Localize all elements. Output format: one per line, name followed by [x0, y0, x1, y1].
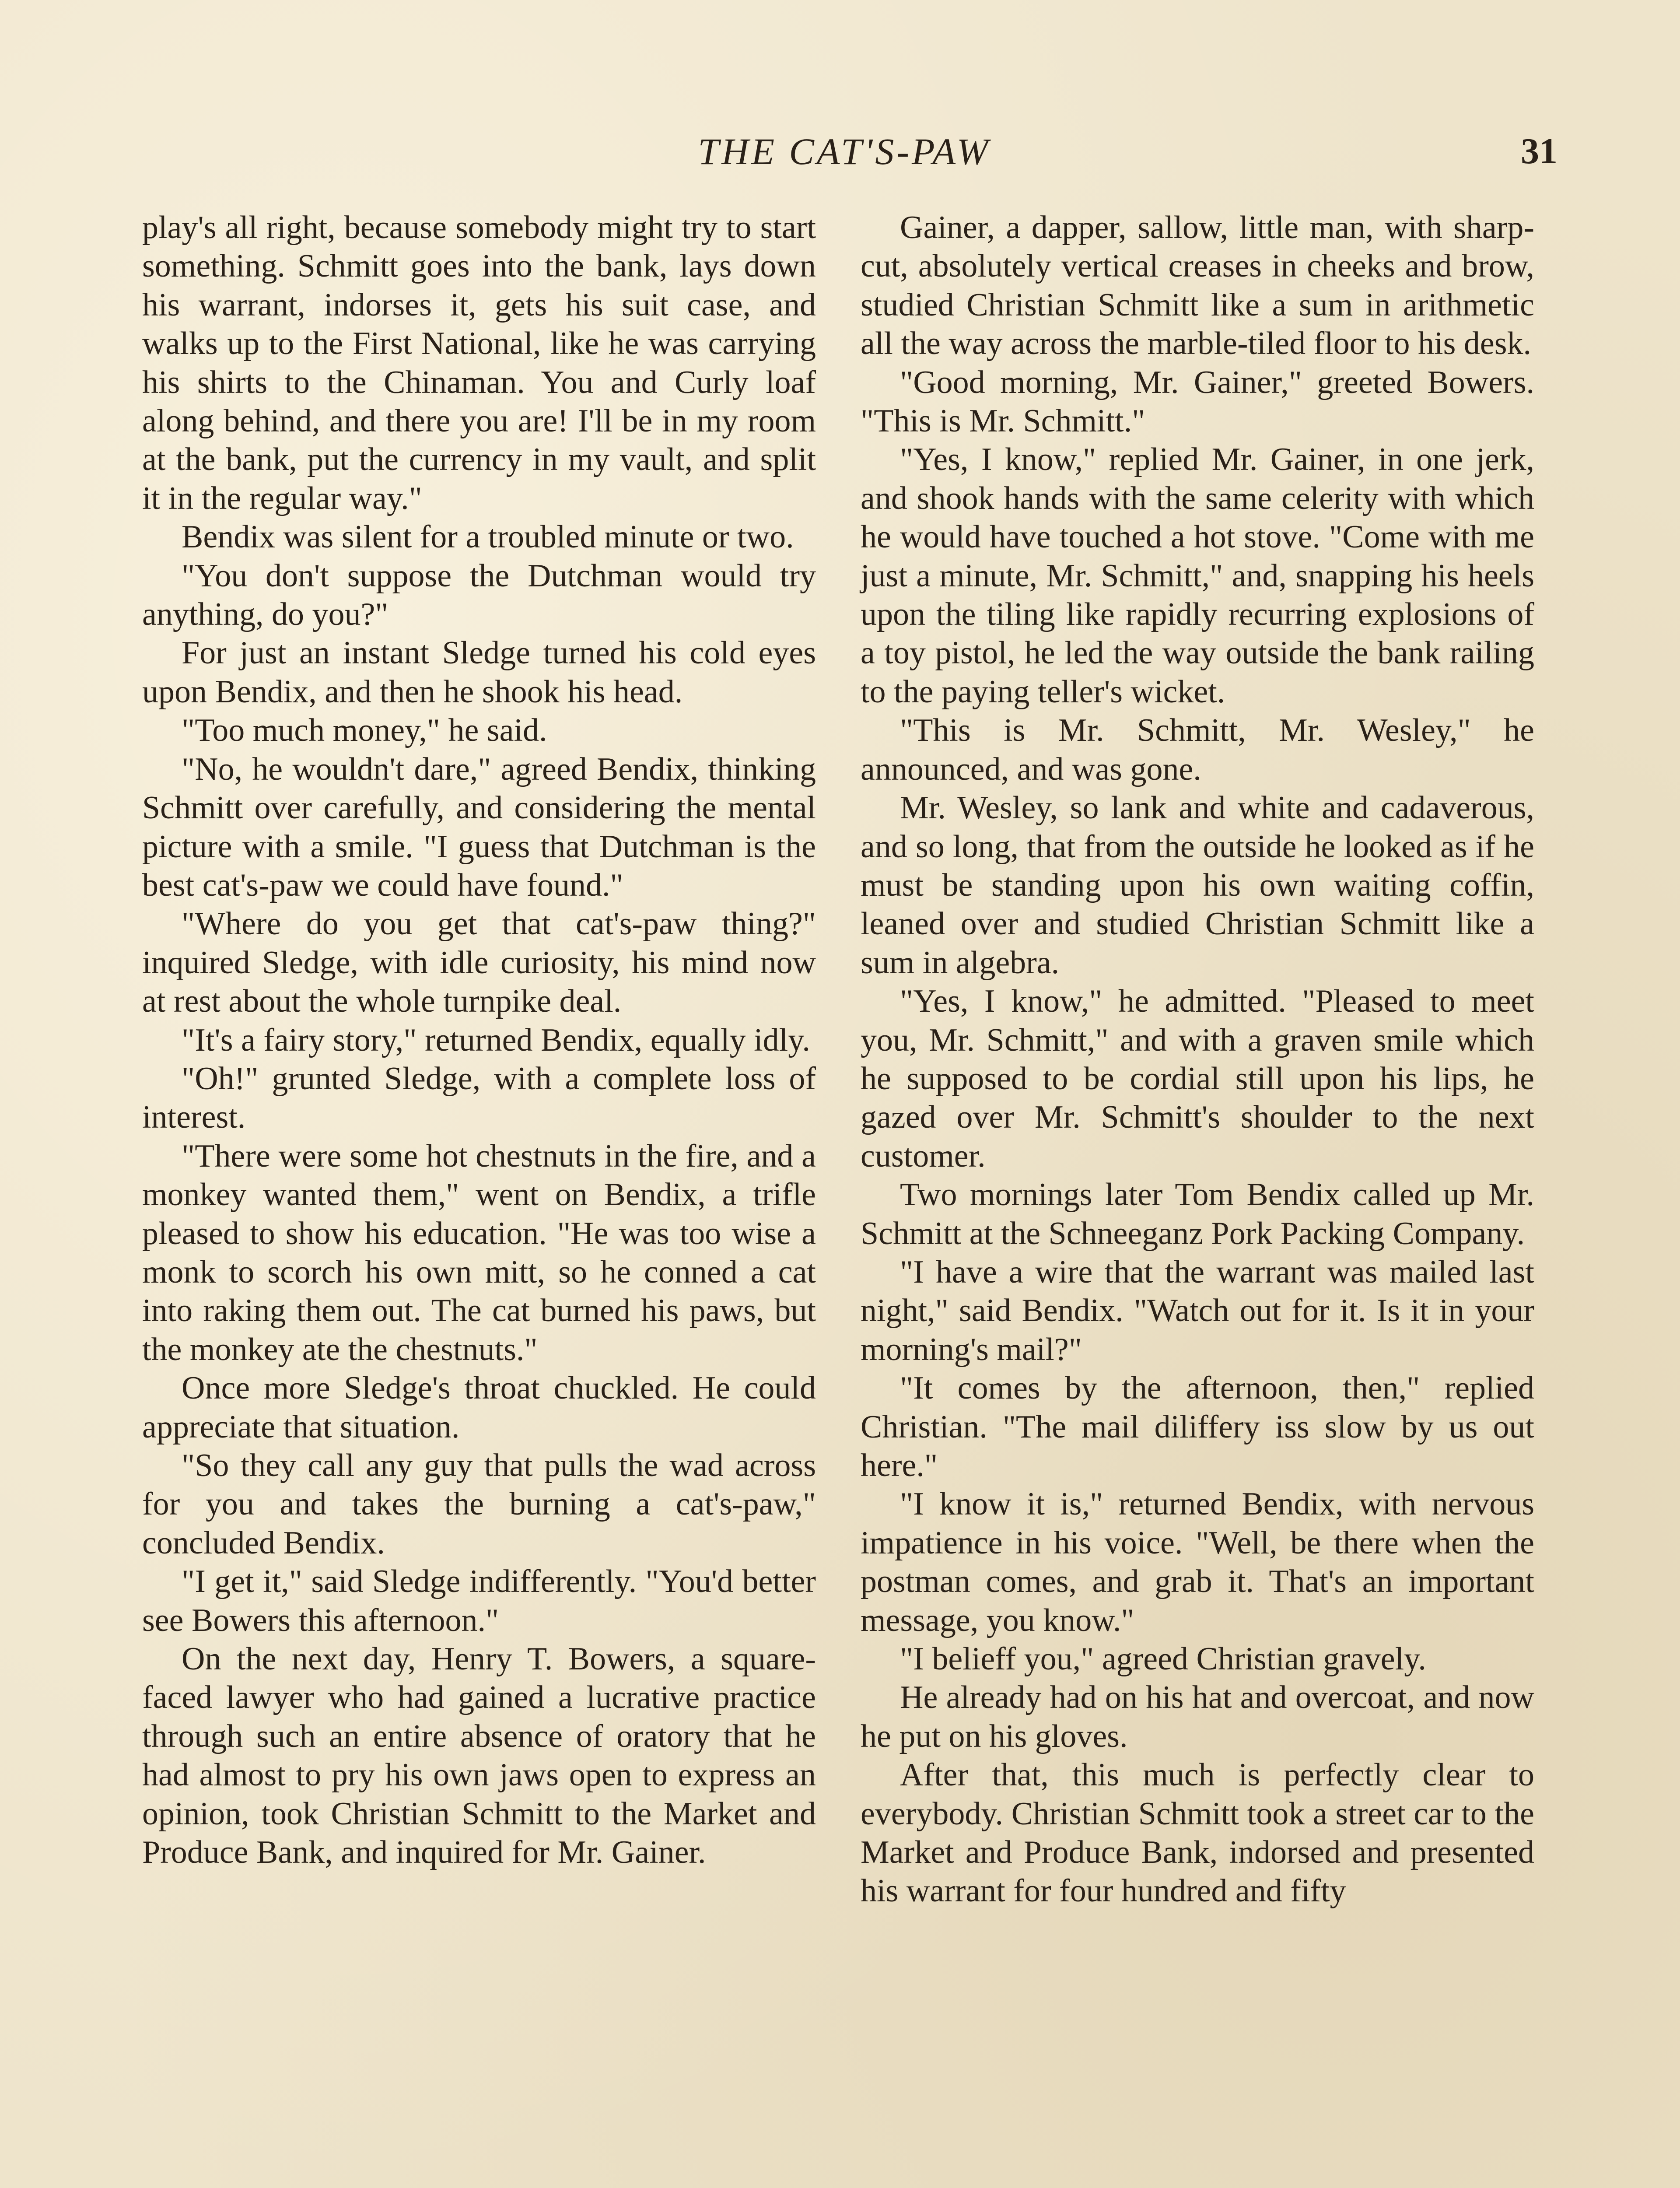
- paragraph: For just an instant Sledge turned his cold eyes upon Bendix, and then he shook his head.: [142, 635, 816, 710]
- paragraph: Gainer, a dapper, sallow, little man, with sharp-cut, absolutely vertical creases in cheeks and brow, studied Christian Schmitt like a sum in arithmetic all the way across the marble-tiled floor to his desk.: [861, 210, 1534, 362]
- paragraph: "Oh!" grunted Sledge, with a complete loss of interest.: [142, 1060, 816, 1136]
- paragraph: "Yes, I know," replied Mr. Gainer, in one jerk, and shook hands with the same celerity with which he would have touched a hot stove. "Come with me just a minute, Mr. Schmitt," and, snapping his heels upon the tiling like rapidly recurring explosions of a toy pistol, he led the way outside the bank railing to the paying teller's wicket.: [861, 442, 1534, 710]
- paragraph: "I get it," said Sledge indifferently. "You'd better see Bowers this afternoon.": [142, 1564, 816, 1638]
- paragraph: On the next day, Henry T. Bowers, a square-faced lawyer who had gained a lucrative practice through such an entire absence of oratory that he had almost to pry his own jaws open to express an opinion, took Christian Schmitt to the Market and Produce Bank, and inquired for Mr. Gainer.: [142, 1641, 816, 1871]
- paragraph: "Where do you get that cat's-paw thing?" inquired Sledge, with idle curiosity, his mind now at rest about the whole turnpike deal.: [142, 906, 816, 1020]
- paragraph: "Good morning, Mr. Gainer," greeted Bowers. "This is Mr. Schmitt.": [861, 364, 1534, 439]
- paragraph: "Too much money," he said.: [182, 712, 547, 749]
- paragraph: "You don't suppose the Dutchman would try anything, do you?": [142, 558, 816, 633]
- paragraph: "There were some hot chestnuts in the fire, and a monkey wanted them," went on Bendix, a trifle pleased to show his education. "He was too wise a monk to scorch his own mitt, so he conned a cat into raking them out. The cat burned his paws, but the monkey ate the chestnuts.": [142, 1138, 816, 1368]
- paragraph: Mr. Wesley, so lank and white and cadaverous, and so long, that from the outside he looked as if he must be standing upon his own waiting coffin, leaned over and studied Christian Schmitt like a sum in algebra.: [861, 790, 1534, 981]
- paragraph: "This is Mr. Schmitt, Mr. Wesley," he announced, and was gone.: [861, 712, 1534, 787]
- paragraph: "Yes, I know," he admitted. "Pleased to meet you, Mr. Schmitt," and with a graven smile which he supposed to be cordial still upon his lips, he gazed over Mr. Schmitt's shoulder to the next customer.: [861, 983, 1534, 1174]
- paragraph: "So they call any guy that pulls the wad across for you and takes the burning a cat's-paw," concluded Bendix.: [142, 1448, 816, 1561]
- paragraph: "No, he wouldn't dare," agreed Bendix, thinking Schmitt over carefully, and considering the mental picture with a smile. "I guess that Dutchman is the best cat's-paw we could have found.": [142, 751, 816, 903]
- paragraph: Bendix was silent for a troubled minute or two.: [182, 519, 794, 555]
- paragraph: "It comes by the afternoon, then," replied Christian. "The mail diliffery iss slow by us out here.": [861, 1370, 1534, 1483]
- left-column: [142, 208, 816, 1872]
- paragraph: He already had on his hat and overcoat, and now he put on his gloves.: [861, 1680, 1534, 1754]
- running-head: [0, 125, 1680, 178]
- paragraph: "I belieff you," agreed Christian gravely.: [900, 1641, 1426, 1677]
- paragraph: play's all right, because somebody might try to start something. Schmitt goes into the bank, lays down his warrant, indorses it, gets his suit case, and walks up to the First National, like he was carrying his shirts to the Chinaman. You and Curly loaf along behind, and there you are! I'll be in my room at the bank, put the currency in my vault, and split it in the regular way.": [142, 210, 816, 516]
- paragraph: "I have a wire that the warrant was mailed last night," said Bendix. "Watch out for it. Is it in your morning's mail?": [861, 1254, 1534, 1368]
- paragraph: "I know it is," returned Bendix, with nervous impatience in his voice. "Well, be there when the postman comes, and grab it. That's an important message, you know.": [861, 1486, 1534, 1638]
- paragraph: Two mornings later Tom Bendix called up Mr. Schmitt at the Schneeganz Pork Packing Company.: [861, 1177, 1534, 1252]
- paragraph: Once more Sledge's throat chuckled. He could appreciate that situation.: [142, 1370, 816, 1445]
- paragraph: After that, this much is perfectly clear to everybody. Christian Schmitt took a street car to the Market and Produce Bank, indorsed and presented his warrant for four hundred and fifty: [861, 1757, 1534, 1909]
- page-title: THE CAT'S-PAW: [698, 130, 991, 172]
- paragraph: "It's a fairy story," returned Bendix, equally idly.: [182, 1022, 810, 1058]
- page-number: 31: [1521, 131, 1558, 172]
- right-column: [861, 208, 1534, 1911]
